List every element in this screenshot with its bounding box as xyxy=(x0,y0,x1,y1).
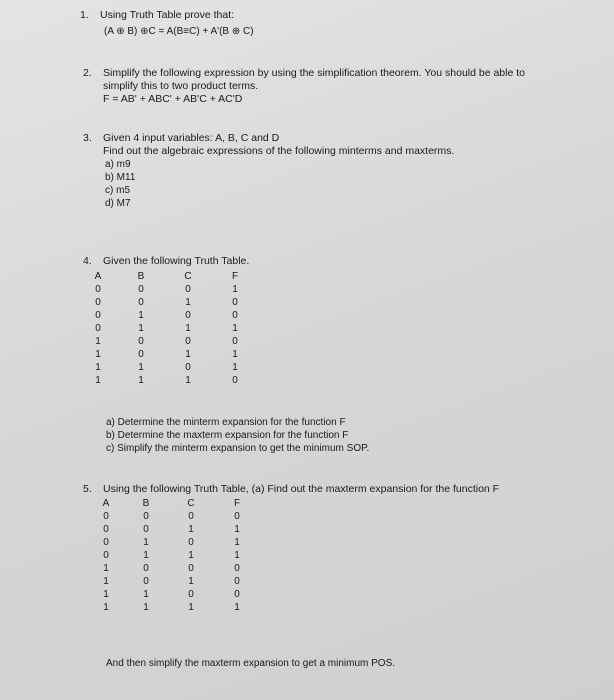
question-text: Using the following Truth Table, (a) Find out the maxterm expansion for the function F xyxy=(103,483,500,495)
table-cell: 0 xyxy=(138,349,144,360)
table-cell: 0 xyxy=(188,589,194,600)
question-number: 2. xyxy=(83,67,92,79)
table-cell: 0 xyxy=(95,310,101,321)
truth-table-5 xyxy=(88,497,260,614)
table-row xyxy=(80,361,260,374)
list-item: b) M11 xyxy=(105,172,136,183)
table-row xyxy=(80,322,260,335)
question-text: Simplify the following expression by using the simplification theorem. You should be able to xyxy=(103,67,525,79)
table-cell: 1 xyxy=(138,310,144,321)
table-cell: 0 xyxy=(185,284,191,295)
table-header-row xyxy=(80,270,260,283)
question-3 xyxy=(83,132,455,210)
truth-table-4 xyxy=(80,270,260,387)
table-cell: 1 xyxy=(234,524,240,535)
list-item: b) Determine the maxterm expansion for the function F xyxy=(106,430,349,441)
table-cell: 0 xyxy=(143,563,149,574)
table-row xyxy=(80,283,260,296)
list-item: c) m5 xyxy=(105,185,130,196)
table-cell: 1 xyxy=(185,323,191,334)
table-cell: 1 xyxy=(138,362,144,373)
table-cell: 1 xyxy=(95,336,101,347)
list-item: d) M7 xyxy=(105,198,131,209)
table-cell: 0 xyxy=(95,323,101,334)
task-list xyxy=(106,416,369,455)
column-header: A xyxy=(94,271,102,282)
table-cell: 0 xyxy=(103,537,109,548)
table-row xyxy=(80,335,260,348)
table-cell: 0 xyxy=(103,550,109,561)
column-header: F xyxy=(231,271,239,282)
table-cell: 1 xyxy=(188,576,194,587)
table-cell: 1 xyxy=(185,349,191,360)
column-header: B xyxy=(142,498,150,509)
table-cell: 1 xyxy=(143,537,149,548)
table-cell: 1 xyxy=(95,375,101,386)
table-cell: 0 xyxy=(95,284,101,295)
table-cell: 0 xyxy=(143,524,149,535)
table-cell: 0 xyxy=(143,511,149,522)
table-cell: 0 xyxy=(185,310,191,321)
table-row xyxy=(80,348,260,361)
table-cell: 0 xyxy=(232,375,238,386)
table-cell: 1 xyxy=(103,602,109,613)
question-number: 4. xyxy=(83,255,92,267)
table-header-row xyxy=(88,497,260,510)
table-cell: 0 xyxy=(232,310,238,321)
column-header: C xyxy=(187,498,195,509)
column-header: C xyxy=(184,271,192,282)
table-cell: 1 xyxy=(143,602,149,613)
table-row xyxy=(88,523,260,536)
table-cell: 1 xyxy=(232,323,238,334)
table-row xyxy=(88,510,260,523)
table-cell: 1 xyxy=(103,563,109,574)
equation: F = AB' + ABC' + AB'C + AC'D xyxy=(103,93,243,105)
question-4 xyxy=(83,255,250,268)
table-cell: 0 xyxy=(138,297,144,308)
table-cell: 0 xyxy=(234,511,240,522)
table-cell: 0 xyxy=(143,576,149,587)
table-cell: 0 xyxy=(232,297,238,308)
table-cell: 0 xyxy=(138,336,144,347)
question-number: 1. xyxy=(80,9,89,21)
question-footer: And then simplify the maxterm expansion to get a minimum POS. xyxy=(106,658,396,669)
table-row xyxy=(88,562,260,575)
table-cell: 0 xyxy=(234,576,240,587)
table-cell: 1 xyxy=(188,550,194,561)
table-cell: 1 xyxy=(143,589,149,600)
table-row xyxy=(88,575,260,588)
table-cell: 1 xyxy=(234,602,240,613)
table-cell: 1 xyxy=(143,550,149,561)
table-cell: 1 xyxy=(138,323,144,334)
column-header: F xyxy=(233,498,241,509)
table-row xyxy=(80,374,260,387)
question-2 xyxy=(83,67,525,106)
table-row xyxy=(88,601,260,614)
table-row xyxy=(88,536,260,549)
question-text: Find out the algebraic expressions of the following minterms and maxterms. xyxy=(103,145,455,157)
table-cell: 0 xyxy=(234,589,240,600)
table-row xyxy=(80,296,260,309)
table-cell: 0 xyxy=(188,563,194,574)
table-cell: 0 xyxy=(103,511,109,522)
table-cell: 0 xyxy=(185,336,191,347)
question-text: simplify this to two product terms. xyxy=(103,80,259,92)
table-cell: 1 xyxy=(232,284,238,295)
table-cell: 0 xyxy=(138,284,144,295)
question-number: 3. xyxy=(83,132,92,144)
table-cell: 0 xyxy=(232,336,238,347)
table-cell: 1 xyxy=(103,589,109,600)
table-row xyxy=(80,309,260,322)
table-row xyxy=(88,549,260,562)
list-item: c) Simplify the minterm expansion to get the minimum SOP. xyxy=(106,443,370,454)
question-text: Using Truth Table prove that: xyxy=(100,9,235,21)
table-cell: 0 xyxy=(185,362,191,373)
table-cell: 0 xyxy=(188,537,194,548)
question-text: Given 4 input variables: A, B, C and D xyxy=(103,132,280,144)
table-cell: 1 xyxy=(188,602,194,613)
column-header: B xyxy=(137,271,145,282)
equation: (A ⊕ B) ⊕C = A(B≡C) + A'(B ⊕ C) xyxy=(104,26,254,37)
table-cell: 0 xyxy=(95,297,101,308)
table-row xyxy=(88,588,260,601)
question-5 xyxy=(83,483,500,496)
table-cell: 1 xyxy=(234,550,240,561)
table-cell: 0 xyxy=(188,511,194,522)
list-item: a) m9 xyxy=(105,159,131,170)
table-cell: 1 xyxy=(232,349,238,360)
column-header: A xyxy=(102,498,110,509)
table-cell: 1 xyxy=(95,349,101,360)
table-cell: 1 xyxy=(185,375,191,386)
question-text: Given the following Truth Table. xyxy=(103,255,250,267)
table-cell: 1 xyxy=(232,362,238,373)
table-cell: 1 xyxy=(138,375,144,386)
table-cell: 0 xyxy=(103,524,109,535)
table-cell: 1 xyxy=(95,362,101,373)
table-cell: 1 xyxy=(234,537,240,548)
question-1 xyxy=(80,9,254,38)
table-cell: 1 xyxy=(188,524,194,535)
list-item: a) Determine the minterm expansion for the function F xyxy=(106,417,346,428)
table-cell: 1 xyxy=(185,297,191,308)
table-cell: 0 xyxy=(234,563,240,574)
question-number: 5. xyxy=(83,483,92,495)
table-cell: 1 xyxy=(103,576,109,587)
